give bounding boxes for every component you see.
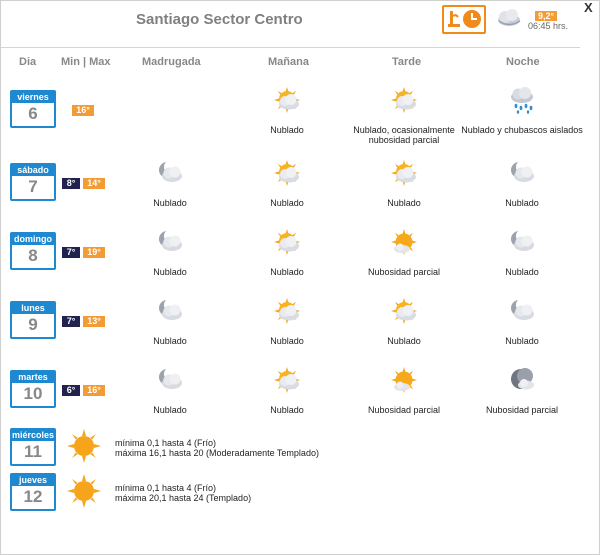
extended-max: máxima 16,1 hasta 20 (Moderadamente Templado) xyxy=(115,448,319,458)
condition-manana: Nublado xyxy=(270,336,304,346)
cloud-moon-icon xyxy=(507,158,537,188)
day-number: 6 xyxy=(28,104,38,123)
sun-cloud-icon xyxy=(389,227,419,257)
col-madrugada: Madrugada xyxy=(142,56,201,68)
day-number: 9 xyxy=(28,315,38,334)
condition-madrugada: Nublado xyxy=(153,267,187,277)
cloud-moon-icon xyxy=(155,227,185,257)
condition-tarde: Nublado xyxy=(387,336,421,346)
col-minmax: Min | Max xyxy=(61,56,111,68)
cloud-sun-icon xyxy=(272,296,302,326)
cloud-moon-icon xyxy=(155,365,185,395)
day-number: 11 xyxy=(24,442,42,461)
temp-max: 16° xyxy=(72,105,94,116)
col-tarde: Tarde xyxy=(392,56,422,68)
date-box xyxy=(10,163,56,201)
moon-cloud-icon xyxy=(507,365,537,395)
day-name: domingo xyxy=(14,234,52,244)
col-manana: Mañana xyxy=(268,56,309,68)
condition-manana: Nublado xyxy=(270,198,304,208)
cloud-moon-icon xyxy=(155,158,185,188)
condition-madrugada: Nublado xyxy=(153,336,187,346)
temp-max: 13° xyxy=(83,316,105,327)
day-number: 7 xyxy=(28,177,38,196)
date-box xyxy=(10,370,56,408)
sun-cloud-icon xyxy=(389,365,419,395)
temp-min: 8° xyxy=(62,178,80,189)
day-number: 12 xyxy=(23,487,43,506)
day-name: sábado xyxy=(12,165,54,176)
col-dia: Dia xyxy=(19,56,37,68)
condition-noche: Nublado xyxy=(505,267,539,277)
condition-noche: Nublado xyxy=(505,198,539,208)
condition-tarde: Nubosidad parcial xyxy=(367,405,441,415)
date-box xyxy=(10,473,56,511)
day-name: lunes xyxy=(12,303,54,314)
day-number: 10 xyxy=(23,384,43,403)
condition-noche: Nublado y chubascos aislados xyxy=(461,125,583,135)
cloud-sun-icon xyxy=(389,296,419,326)
condition-manana: Nublado xyxy=(270,125,304,135)
condition-manana: Nublado xyxy=(270,267,304,277)
condition-madrugada: Nublado xyxy=(153,405,187,415)
rain-cloud-icon xyxy=(507,85,537,115)
condition-noche: Nubosidad parcial xyxy=(485,405,559,415)
cloud-sun-icon xyxy=(389,158,419,188)
sun-icon xyxy=(66,473,102,509)
temp-max: 14° xyxy=(83,178,105,189)
date-box xyxy=(10,232,56,270)
current-temperature: 9,2° xyxy=(535,11,557,21)
extended-min: mínima 0,1 hasta 4 (Frío) xyxy=(115,438,217,448)
temp-max: 16° xyxy=(83,385,105,396)
extended-min: mínima 0,1 hasta 4 (Frío) xyxy=(115,483,217,493)
temp-min: 6° xyxy=(62,385,80,396)
condition-noche: Nublado xyxy=(505,336,539,346)
day-name: jueves xyxy=(12,475,54,486)
condition-tarde: Nubosidad parcial xyxy=(367,267,441,277)
day-name: miércoles xyxy=(12,430,55,440)
cloud-sun-icon xyxy=(272,365,302,395)
condition-tarde: Nublado, ocasionalmente nubosidad parcial xyxy=(353,125,455,145)
cloud-moon-icon xyxy=(155,296,185,326)
cloud-sun-icon xyxy=(272,227,302,257)
cloud-sun-icon xyxy=(272,158,302,188)
cloud-sun-icon xyxy=(389,85,419,115)
temp-max: 19° xyxy=(83,247,105,258)
col-noche: Noche xyxy=(506,56,540,68)
day-name: viernes xyxy=(12,92,54,103)
day-number: 8 xyxy=(28,246,38,265)
condition-tarde: Nublado xyxy=(387,198,421,208)
close-button[interactable]: X xyxy=(584,0,593,15)
cloud-sun-icon xyxy=(272,85,302,115)
date-box xyxy=(10,428,56,466)
day-name: martes xyxy=(12,372,54,383)
extended-max: máxima 20,1 hasta 24 (Templado) xyxy=(115,493,252,503)
date-box xyxy=(10,90,56,128)
header-divider xyxy=(0,47,580,48)
temp-min: 7° xyxy=(62,316,80,327)
date-box xyxy=(10,301,56,339)
condition-manana: Nublado xyxy=(270,405,304,415)
cloud-moon-icon xyxy=(507,296,537,326)
current-time: 06:45 hrs. xyxy=(528,21,569,31)
sun-icon xyxy=(66,428,102,464)
station-clock-icon[interactable] xyxy=(442,5,486,34)
page-title: Santiago Sector Centro xyxy=(136,11,303,28)
current-cloud-icon xyxy=(495,6,523,35)
condition-madrugada: Nublado xyxy=(153,198,187,208)
cloud-moon-icon xyxy=(507,227,537,257)
temp-min: 7° xyxy=(62,247,80,258)
